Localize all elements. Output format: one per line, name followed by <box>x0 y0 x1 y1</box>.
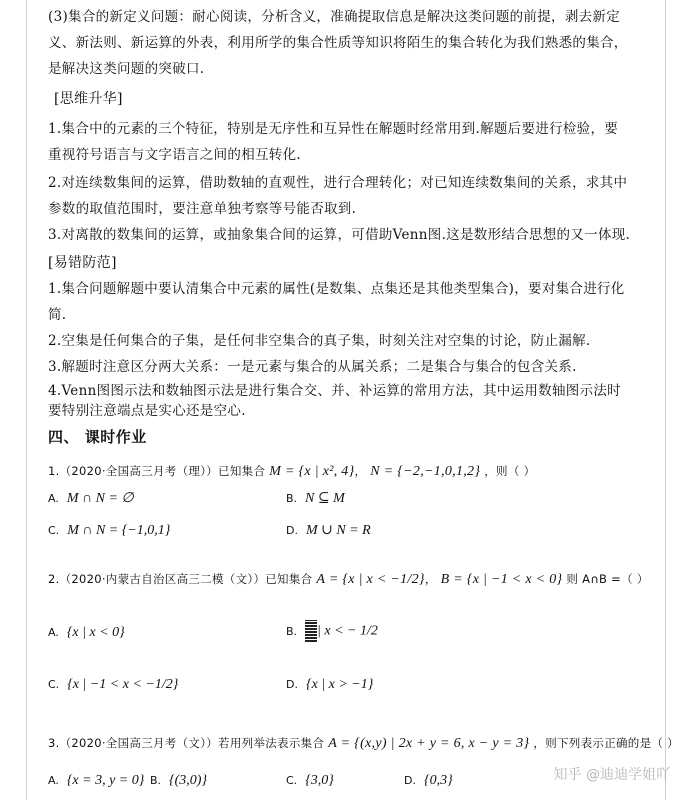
q2-option-c[interactable]: C. {x | −1 < x < −1/2} <box>48 677 179 692</box>
set-a-system: A = {(x,y) | 2x + y = 6, x − y = 3} <box>328 736 530 751</box>
set-b: B = {x | −1 < x < 0} <box>440 572 563 587</box>
question-3-stem <box>48 730 679 757</box>
set-m: M = {x | x², 4} <box>269 464 355 479</box>
paragraph-line: 简. <box>48 307 67 323</box>
heading-yicuo: [易错防范] <box>48 255 117 271</box>
set-a: A = {x | x < −1/2} <box>316 572 425 587</box>
paragraph-line: 1.集合问题解题中要认清集合中元素的属性(是数集、点集还是其他类型集合)，要对集合进行化 <box>48 281 625 297</box>
q1-option-b[interactable]: B. N ⊆ M <box>286 491 345 506</box>
q3-option-a[interactable]: A. {x = 3, y = 0} <box>48 773 145 788</box>
q2-option-b[interactable]: B. | x < − 1/2 <box>286 620 378 642</box>
garbled-glyph <box>305 620 317 642</box>
paragraph-line: 3.对离散的数集间的运算，或抽象集合间的运算，可借助Venn图.这是数形结合思想的又一体现. <box>48 227 631 243</box>
paragraph-line: 义、新法则、新运算的外表，利用所学的集合性质等知识将陌生的集合转化为我们熟悉的集合， <box>48 35 628 51</box>
q2-option-d[interactable]: D. {x | x > −1} <box>286 677 374 692</box>
question-3-tail: ，则下列表示正确的是（ ） <box>533 736 679 750</box>
paragraph-line: 1.集合中的元素的三个特征，特别是无序性和互异性在解题时经常用到.解题后要进行检验，要 <box>48 121 619 137</box>
question-2-intro: 2.（2020·内蒙古自治区高三二模（文））已知集合 <box>48 572 313 586</box>
paragraph-line: 3.解题时注意区分两大关系：一是元素与集合的从属关系；二是集合与集合的包含关系. <box>48 359 577 375</box>
q3-option-d[interactable]: D. {0,3} <box>404 773 453 788</box>
question-1-tail: ，则（ ） <box>484 464 536 478</box>
q1-option-d[interactable]: D. M ∪ N = R <box>286 523 371 538</box>
q2-option-a[interactable]: A. {x | x < 0} <box>48 625 125 640</box>
paragraph-line: 要特别注意端点是实心还是空心. <box>48 403 246 419</box>
q1-option-c[interactable]: C. M ∩ N = {−1,0,1} <box>48 523 171 538</box>
question-1-stem: 1.（2020·全国高三月考（理））已知集合 M = {x | x², 4}， N = {−2,−1,0,1,2} ，则（ ） <box>48 464 536 479</box>
question-3-intro: 3.（2020·全国高三月考（文））若用列举法表示集合 <box>48 736 325 750</box>
heading-siwei: [思维升华] <box>54 91 123 107</box>
question-2-tail: 则 A∩B =（ ） <box>566 572 649 586</box>
q3-option-c[interactable]: C. {3,0} <box>286 773 334 788</box>
q1-option-a[interactable]: A. M ∩ N = ∅ <box>48 491 134 506</box>
watermark: 知乎 @迪迪学姐吖 <box>553 767 670 783</box>
q3-option-b[interactable]: B. {(3,0)} <box>150 773 208 788</box>
paragraph-line: 参数的取值范围时，要注意单独考察等号能否取到. <box>48 201 357 217</box>
paragraph-line: 4.Venn图图示法和数轴图示法是进行集合交、并、补运算的常用方法，其中运用数轴图示法时 <box>48 383 621 399</box>
question-1-intro: 1.（2020·全国高三月考（理））已知集合 <box>48 464 266 478</box>
section-title: 四、 课时作业 <box>48 428 147 446</box>
question-2-stem: 2.（2020·内蒙古自治区高三二模（文））已知集合 A = {x | x < −1/2}， B = {x | −1 < x < 0} 则 A∩B =（ ） <box>48 572 649 587</box>
paragraph-line: (3)集合的新定义问题：耐心阅读，分析含义，准确提取信息是解决这类问题的前提，剥去新定 <box>48 9 621 25</box>
paragraph-line: 2.空集是任何集合的子集，是任何非空集合的真子集，时刻关注对空集的讨论，防止漏解. <box>48 333 591 349</box>
paragraph-line: 2.对连续数集间的运算，借助数轴的直观性，进行合理转化；对已知连续数集间的关系，求其中 <box>48 175 628 191</box>
set-n: N = {−2,−1,0,1,2} <box>370 464 481 479</box>
paragraph-line: 是解决这类问题的突破口. <box>48 61 205 77</box>
paragraph-line: 重视符号语言与文字语言之间的相互转化. <box>48 147 301 163</box>
